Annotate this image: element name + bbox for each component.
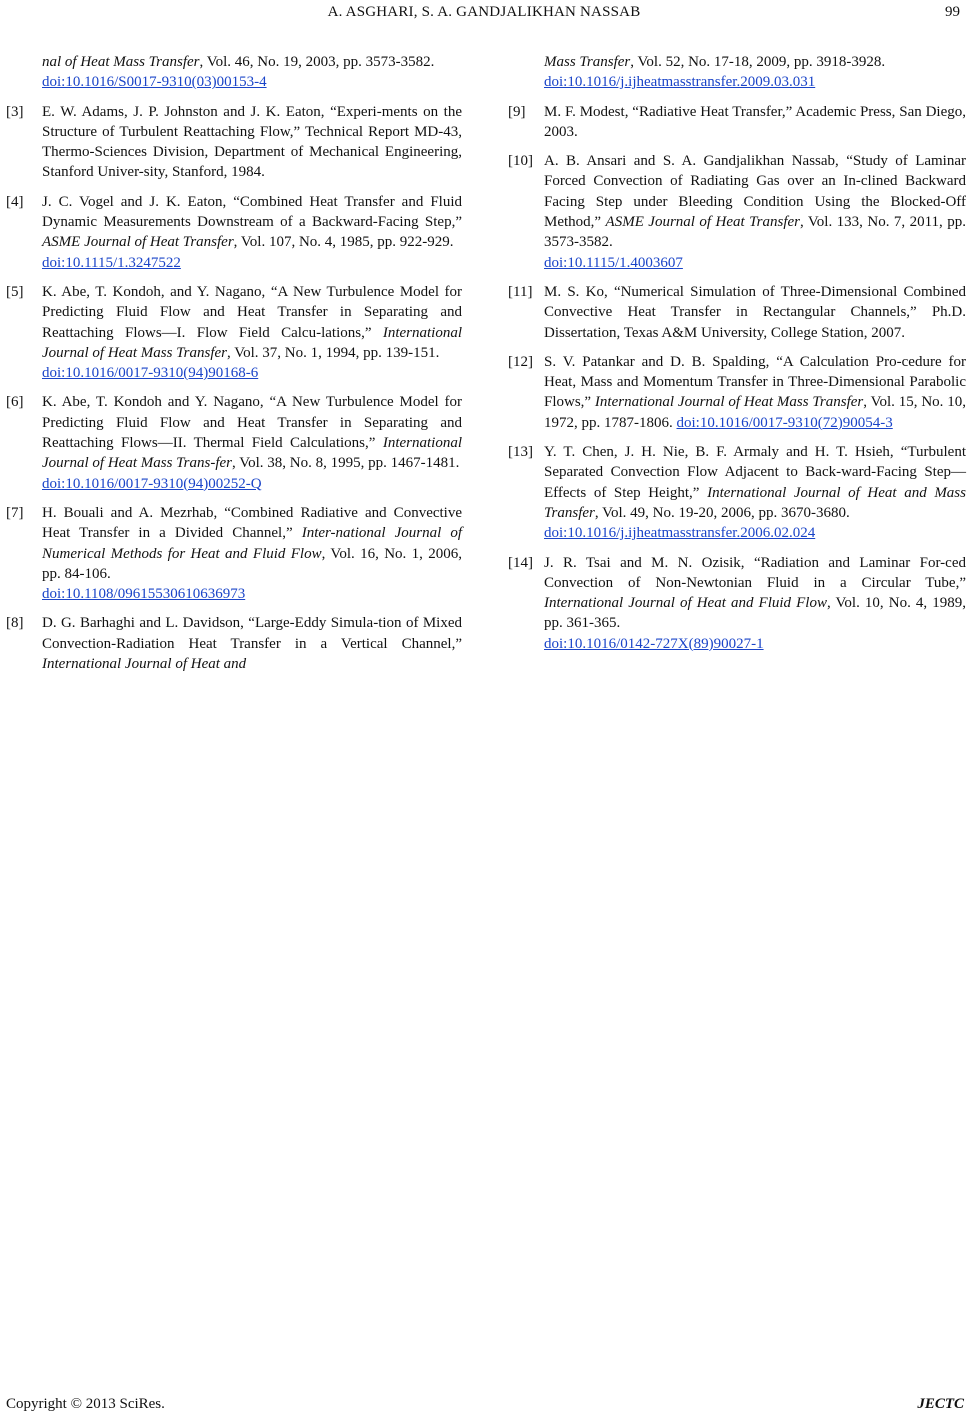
- reference-continuation: [6, 52, 462, 93]
- journal-abbreviation: JECTC: [917, 1396, 964, 1412]
- doi-link[interactable]: doi:10.1016/0017-9310(94)90168-6: [42, 365, 259, 382]
- reference-text: , Vol. 52, No. 17-18, 2009, pp. 3918-3928.: [630, 54, 886, 70]
- references-left-column: [6, 52, 462, 683]
- reference-entry: [508, 151, 966, 273]
- reference-body: [544, 352, 966, 433]
- reference-body: [42, 392, 462, 493]
- page-footer: [0, 1394, 968, 1414]
- reference-source-title: International Journal of Heat Mass Trans-fer: [42, 435, 462, 472]
- reference-body: [544, 151, 966, 273]
- reference-source-title: International Journal of Heat and Mass Transfer: [544, 484, 966, 521]
- reference-text: S. V. Patankar and D. B. Spalding, “A Calculation Pro-cedure for Heat, Mass and Momentum Transfer in Three-Dimensional Parabolic Flows,”: [544, 353, 966, 411]
- reference-entry: [6, 102, 462, 183]
- page-number: 99: [945, 4, 960, 20]
- reference-number: [6]: [6, 394, 24, 411]
- reference-source-title: International Journal of Heat and: [42, 656, 247, 673]
- reference-number: [5]: [6, 283, 24, 300]
- reference-entry: [508, 442, 966, 543]
- reference-entry: [508, 102, 966, 143]
- reference-text: , Vol. 107, No. 4, 1985, pp. 922-929.: [233, 234, 454, 251]
- doi-link[interactable]: doi:10.1016/0017-9310(72)90054-3: [676, 414, 893, 431]
- reference-text: J. R. Tsai and M. N. Ozisik, “Radiation and Laminar For-ced Convection of Non-Newtonian Fluid in a Circular Tube,”: [544, 554, 966, 591]
- reference-body: [544, 442, 966, 543]
- reference-source-title: ASME Journal of Heat Transfer: [605, 214, 800, 231]
- reference-number: [12]: [508, 353, 533, 370]
- reference-number: [3]: [6, 103, 24, 120]
- reference-text: , Vol. 46, No. 19, 2003, pp. 3573-3582.: [199, 54, 435, 70]
- reference-text: M. S. Ko, “Numerical Simulation of Three-Dimensional Combined Convective Heat Transfer in Rectangular Channels,” Ph.D. Dissertation, Texas A&M University, College Station, 2007.: [544, 283, 966, 341]
- doi-link[interactable]: doi:10.1016/j.ijheatmasstransfer.2009.03.031: [544, 74, 816, 91]
- doi-link[interactable]: doi:10.1108/09615530610636973: [42, 586, 246, 603]
- doi-link[interactable]: doi:10.1016/j.ijheatmasstransfer.2006.02.024: [544, 525, 816, 542]
- reference-source-title: ASME Journal of Heat Transfer: [42, 234, 234, 251]
- reference-text: K. Abe, T. Kondoh, and Y. Nagano, “A New Turbulence Model for Predicting Fluid Flow and Heat Transfer in Separating and Reattaching Flows—I. Flow Field Calcu-lations,”: [42, 283, 462, 341]
- reference-body: [42, 52, 462, 93]
- reference-text: H. Bouali and A. Mezrhab, “Combined Radiative and Convective Heat Transfer in a Divided Channel,”: [42, 504, 462, 542]
- reference-text: K. Abe, T. Kondoh and Y. Nagano, “A New Turbulence Model for Predicting Fluid Flow and Heat Transfer in Separating and Reattaching Flows—II. Thermal Field Calculations,”: [42, 394, 462, 452]
- running-header-authors: A. ASGHARI, S. A. GANDJALIKHAN NASSAB: [327, 4, 641, 20]
- reference-text: , Vol. 10, No. 4, 1989, pp. 361-365.: [544, 595, 966, 632]
- reference-source-title: International Journal of Heat and Fluid Flow: [544, 595, 827, 612]
- reference-entry: [6, 613, 462, 674]
- reference-text: , Vol. 16, No. 1, 2006, pp. 84-106.: [42, 545, 462, 582]
- reference-source-title: Mass Transfer: [544, 54, 631, 70]
- reference-body: [42, 282, 462, 383]
- doi-link[interactable]: doi:10.1115/1.3247522: [42, 254, 181, 271]
- reference-text: , Vol. 38, No. 8, 1995, pp. 1467-1481.: [232, 455, 460, 472]
- reference-text: , Vol. 133, No. 7, 2011, pp. 3573-3582.: [544, 214, 966, 251]
- reference-body: [544, 52, 966, 93]
- reference-text: , Vol. 15, No. 10, 1972, pp. 1787-1806.: [544, 394, 966, 431]
- reference-text: D. G. Barhaghi and L. Davidson, “Large-Eddy Simula-tion of Mixed Convection-Radiation Heat Transfer in a Vertical Channel,”: [42, 615, 462, 652]
- reference-body: [42, 192, 462, 273]
- reference-source-title: International Journal of Heat Mass Transfer: [594, 394, 864, 411]
- reference-text: E. W. Adams, J. P. Johnston and J. K. Eaton, “Experi-ments on the Structure of Turbulent Reattaching Flow,” Technical Report MD-43, Thermo-Sciences Division, Department of Mechanical Engineering, Stanford Univer-sity, Stanford, 1984.: [42, 103, 462, 181]
- reference-continuation: [508, 52, 966, 93]
- reference-indent: [508, 52, 544, 93]
- reference-number: [14]: [508, 554, 533, 571]
- reference-body: [544, 553, 966, 654]
- reference-number: [4]: [6, 193, 24, 210]
- reference-number: [8]: [6, 615, 24, 632]
- reference-text: , Vol. 49, No. 19-20, 2006, pp. 3670-3680.: [594, 504, 850, 521]
- reference-number: [10]: [508, 153, 533, 170]
- reference-source-title: nal of Heat Mass Transfer: [42, 54, 200, 70]
- reference-text: J. C. Vogel and J. K. Eaton, “Combined Heat Transfer and Fluid Dynamic Measurements Downstream of a Backward-Facing Step,”: [42, 193, 462, 231]
- reference-text: A. B. Ansari and S. A. Gandjalikhan Nassab, “Study of Laminar Forced Convection of Radiating Gas over an In-clined Backward Facing Step under Bleeding Condition Using the Blocked-Off Method,”: [544, 153, 966, 231]
- reference-body: [42, 613, 462, 674]
- doi-link[interactable]: doi:10.1016/0017-9310(94)00252-Q: [42, 475, 262, 492]
- reference-body: [42, 102, 462, 183]
- reference-entry: [508, 282, 966, 343]
- reference-body: [42, 503, 462, 604]
- reference-entry: [6, 282, 462, 383]
- reference-entry: [508, 553, 966, 654]
- reference-number: [13]: [508, 444, 533, 461]
- reference-source-title: Inter-national Journal of Numerical Methods for Heat and Fluid Flow: [42, 525, 462, 562]
- reference-number: [11]: [508, 283, 533, 300]
- reference-number: [7]: [6, 504, 24, 521]
- reference-number: [9]: [508, 103, 526, 120]
- references-right-column: [508, 52, 966, 663]
- reference-entry: [6, 503, 462, 604]
- reference-entry: [508, 352, 966, 433]
- doi-link[interactable]: doi:10.1115/1.4003607: [544, 254, 683, 271]
- reference-entry: [6, 392, 462, 493]
- reference-text: M. F. Modest, “Radiative Heat Transfer,” Academic Press, San Diego, 2003.: [544, 103, 966, 140]
- copyright-notice: Copyright © 2013 SciRes.: [6, 1396, 165, 1412]
- running-header: [0, 2, 968, 22]
- reference-entry: [6, 192, 462, 273]
- reference-indent: [6, 52, 42, 93]
- doi-link[interactable]: doi:10.1016/S0017-9310(03)00153-4: [42, 74, 267, 91]
- reference-text: Y. T. Chen, J. H. Nie, B. F. Armaly and H. T. Hsieh, “Turbulent Separated Convection Flow Adjacent to Back-ward-Facing Step—Effects of Step Height,”: [544, 444, 966, 501]
- doi-link[interactable]: doi:10.1016/0142-727X(89)90027-1: [544, 635, 764, 652]
- reference-body: [544, 102, 966, 143]
- reference-text: , Vol. 37, No. 1, 1994, pp. 139-151.: [227, 344, 440, 361]
- reference-body: [544, 282, 966, 343]
- reference-source-title: International Journal of Heat Mass Transfer: [42, 324, 462, 361]
